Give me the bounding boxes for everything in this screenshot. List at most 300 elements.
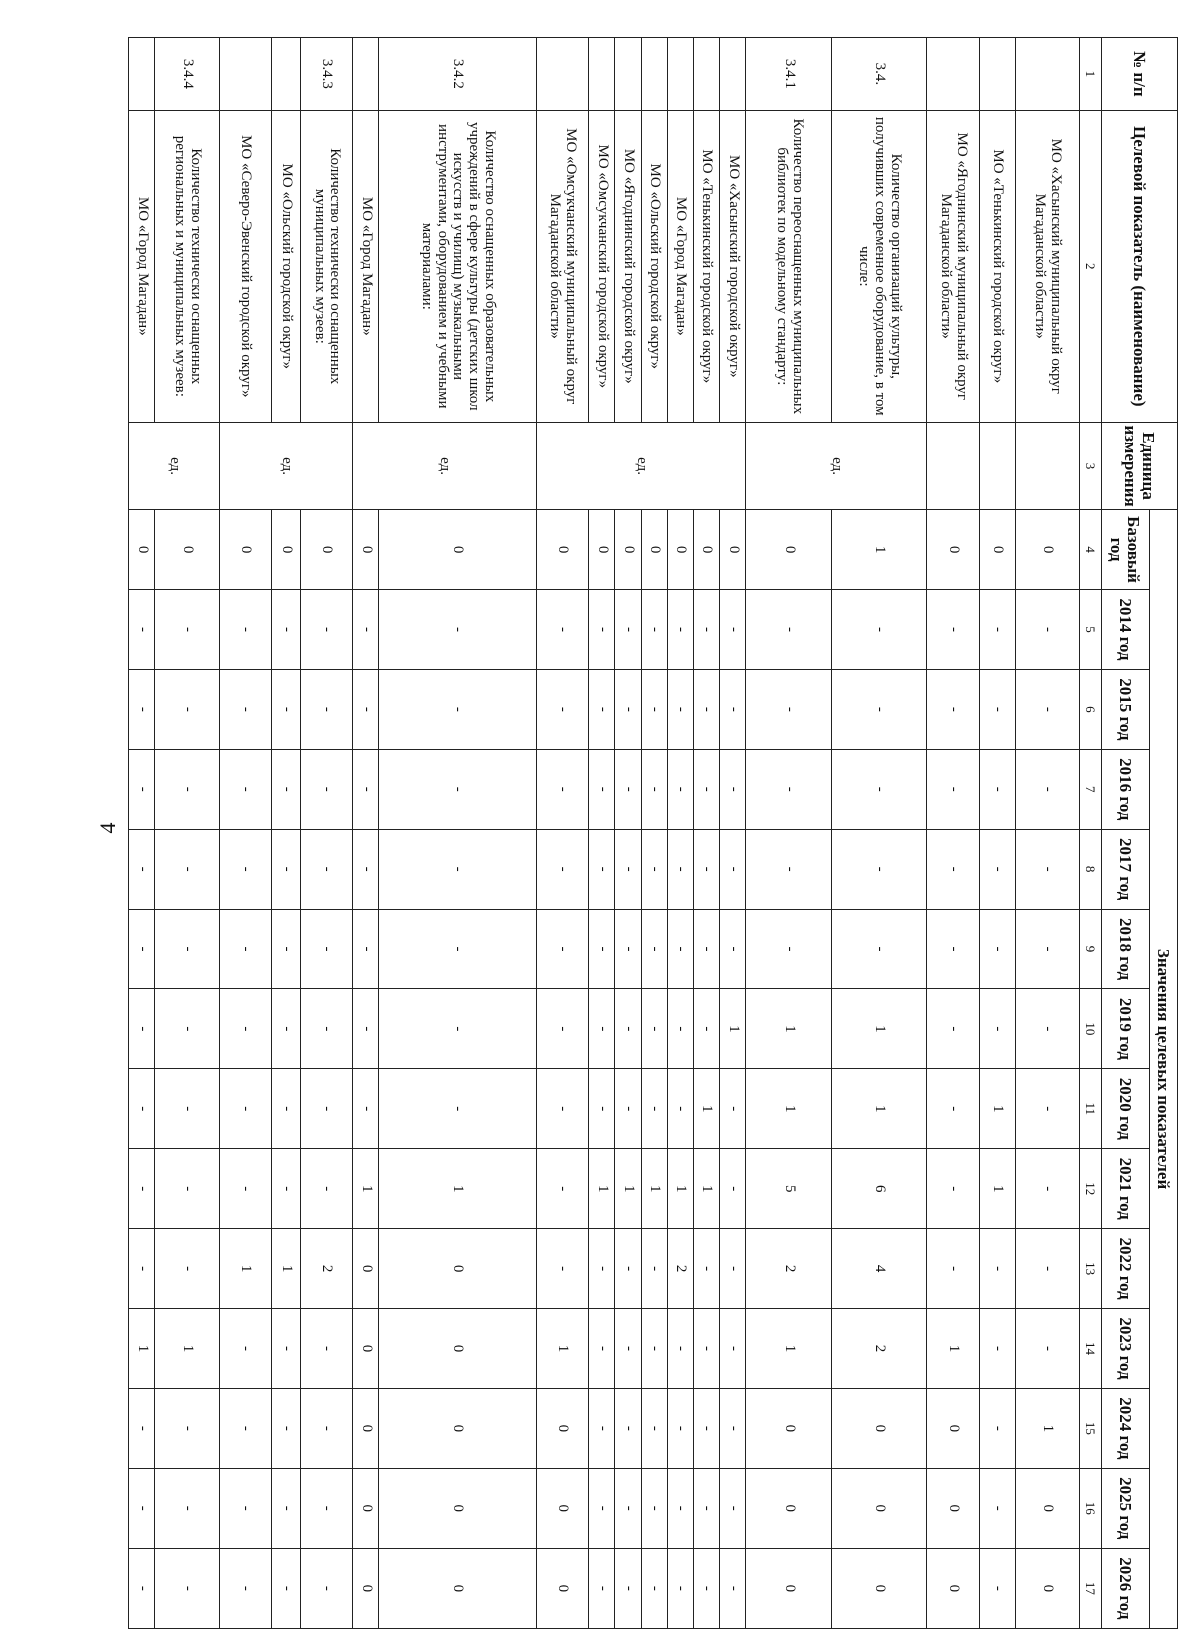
table-row: [927, 38, 979, 1629]
year-value: -: [589, 1309, 615, 1389]
year-value: -: [615, 829, 641, 909]
year-value: -: [272, 909, 301, 989]
year-value: 1: [155, 1309, 219, 1389]
year-value: -: [272, 1468, 301, 1548]
year-value: -: [129, 590, 155, 670]
year-value: -: [155, 1388, 219, 1468]
year-value: -: [536, 749, 588, 829]
year-value: -: [536, 909, 588, 989]
row-number: 3.4.4: [155, 38, 219, 111]
year-value: -: [693, 1229, 719, 1309]
year-value: -: [300, 1149, 352, 1229]
year-value: -: [615, 1069, 641, 1149]
year-value: -: [832, 590, 927, 670]
year-value: -: [1015, 1229, 1079, 1309]
header-name: Целевой показатель (наименование): [1102, 110, 1178, 422]
year-value: -: [589, 590, 615, 670]
header-year: 2026 год: [1102, 1548, 1150, 1628]
year-value: -: [155, 829, 219, 909]
year-value: -: [155, 909, 219, 989]
year-value: -: [641, 1309, 667, 1389]
year-value: -: [155, 749, 219, 829]
row-number: [979, 38, 1015, 111]
year-value: -: [536, 1149, 588, 1229]
year-value: -: [832, 909, 927, 989]
year-value: -: [129, 829, 155, 909]
year-value: -: [353, 909, 379, 989]
year-value: -: [615, 1548, 641, 1628]
year-value: -: [1015, 1149, 1079, 1229]
header-year: 2022 год: [1102, 1229, 1150, 1309]
header-year: 2025 год: [1102, 1468, 1150, 1548]
year-value: -: [615, 669, 641, 749]
table-row: [746, 38, 832, 1629]
header-num: № п/п: [1102, 38, 1178, 111]
year-value: 0: [379, 1548, 536, 1628]
year-value: -: [927, 1149, 979, 1229]
year-value: -: [219, 909, 271, 989]
year-value: -: [300, 590, 352, 670]
year-value: -: [979, 1548, 1015, 1628]
row-number: 3.4.2: [379, 38, 536, 111]
year-value: 0: [746, 1388, 832, 1468]
table-row: [219, 38, 271, 1629]
year-value: -: [272, 1388, 301, 1468]
table-row: [832, 38, 927, 1629]
row-number: [589, 38, 615, 111]
year-value: 1: [720, 989, 746, 1069]
year-value: -: [219, 1069, 271, 1149]
year-value: -: [667, 1468, 693, 1548]
year-value: -: [1015, 590, 1079, 670]
header-year: 2015 год: [1102, 669, 1150, 749]
indicator-name: Количество оснащенных образовательных учреждений в сфере культуры (детских школ искусств и училищ) музыкальными инструментами, оборудованием и учебными материалами:: [379, 110, 536, 422]
year-value: -: [979, 590, 1015, 670]
year-value: -: [693, 749, 719, 829]
header-unit: Единица измерения: [1102, 422, 1178, 509]
year-value: 2: [832, 1309, 927, 1389]
year-value: -: [536, 989, 588, 1069]
indicator-name: МО «Северо-Эвенский городской округ»: [219, 110, 271, 422]
header-year: 2018 год: [1102, 909, 1150, 989]
year-value: -: [272, 590, 301, 670]
column-number: 10: [1080, 989, 1102, 1069]
year-value: -: [615, 1229, 641, 1309]
indicator-name: МО «Ольский городской округ»: [272, 110, 301, 422]
indicator-name: МО «Город Магадан»: [353, 110, 379, 422]
indicator-name: Количество технически оснащенных муниципальных музеев:: [300, 110, 352, 422]
unit-cell: [927, 422, 979, 509]
base-year-value: 0: [129, 510, 155, 590]
row-number: [667, 38, 693, 111]
year-value: -: [219, 829, 271, 909]
table-row: [155, 38, 219, 1629]
year-value: -: [300, 1309, 352, 1389]
year-value: -: [641, 909, 667, 989]
base-year-value: 0: [979, 510, 1015, 590]
year-value: 1: [832, 989, 927, 1069]
year-value: 0: [536, 1468, 588, 1548]
column-number: 11: [1080, 1069, 1102, 1149]
year-value: 1: [693, 1069, 719, 1149]
year-value: -: [155, 1069, 219, 1149]
year-value: -: [300, 1548, 352, 1628]
year-value: 1: [379, 1149, 536, 1229]
base-year-value: 0: [641, 510, 667, 590]
column-number: 6: [1080, 669, 1102, 749]
year-value: -: [693, 1309, 719, 1389]
column-number: 3: [1080, 422, 1102, 509]
year-value: -: [536, 590, 588, 670]
year-value: -: [667, 1548, 693, 1628]
indicator-name: МО «Омсукчанский городской округ»: [589, 110, 615, 422]
year-value: -: [641, 1388, 667, 1468]
table-row: [979, 38, 1015, 1629]
year-value: -: [667, 1069, 693, 1149]
header-year: 2024 год: [1102, 1388, 1150, 1468]
year-value: -: [615, 590, 641, 670]
year-value: -: [219, 749, 271, 829]
year-value: -: [536, 1229, 588, 1309]
year-value: -: [589, 669, 615, 749]
year-value: -: [379, 669, 536, 749]
year-value: -: [219, 1309, 271, 1389]
base-year-value: 0: [155, 510, 219, 590]
year-value: -: [353, 989, 379, 1069]
table-row: [300, 38, 352, 1629]
year-value: -: [979, 829, 1015, 909]
table-row: [641, 38, 667, 1629]
year-value: -: [353, 829, 379, 909]
column-number: 13: [1080, 1229, 1102, 1309]
year-value: 0: [379, 1309, 536, 1389]
row-number: [219, 38, 271, 111]
year-value: -: [1015, 1309, 1079, 1389]
year-value: -: [379, 909, 536, 989]
year-value: 0: [353, 1229, 379, 1309]
year-value: -: [667, 909, 693, 989]
year-value: 0: [927, 1388, 979, 1468]
year-value: 0: [746, 1468, 832, 1548]
year-value: -: [272, 1548, 301, 1628]
base-year-value: 0: [589, 510, 615, 590]
indicator-name: Количество переоснащенных муниципальных библиотек по модельному стандарту:: [746, 110, 832, 422]
year-value: -: [129, 1388, 155, 1468]
year-value: -: [353, 590, 379, 670]
year-value: -: [615, 989, 641, 1069]
unit-cell: ед.: [746, 422, 927, 509]
year-value: -: [927, 1069, 979, 1149]
year-value: -: [272, 1309, 301, 1389]
year-value: -: [641, 669, 667, 749]
year-value: -: [536, 829, 588, 909]
row-number: [353, 38, 379, 111]
year-value: -: [536, 1069, 588, 1149]
base-year-value: 0: [667, 510, 693, 590]
year-value: -: [379, 1069, 536, 1149]
year-value: -: [155, 1229, 219, 1309]
rotated-table-container: [128, 37, 1178, 1629]
table-row: [536, 38, 588, 1629]
year-value: -: [129, 989, 155, 1069]
year-value: -: [129, 1069, 155, 1149]
year-value: -: [693, 1468, 719, 1548]
year-value: -: [155, 669, 219, 749]
year-value: 0: [536, 1548, 588, 1628]
year-value: 1: [832, 1069, 927, 1149]
base-year-value: 0: [693, 510, 719, 590]
column-number: 2: [1080, 110, 1102, 422]
row-number: 3.4.: [832, 38, 927, 111]
year-value: -: [693, 590, 719, 670]
year-value: -: [589, 1069, 615, 1149]
row-number: [129, 38, 155, 111]
header-year: 2023 год: [1102, 1309, 1150, 1389]
year-value: -: [219, 1548, 271, 1628]
year-value: -: [379, 829, 536, 909]
year-value: -: [927, 909, 979, 989]
year-value: -: [379, 989, 536, 1069]
year-value: -: [720, 1548, 746, 1628]
year-value: 1: [927, 1309, 979, 1389]
row-number: [927, 38, 979, 111]
year-value: -: [720, 749, 746, 829]
year-value: 6: [832, 1149, 927, 1229]
year-value: -: [1015, 1069, 1079, 1149]
year-value: -: [641, 749, 667, 829]
year-value: -: [693, 1548, 719, 1628]
year-value: -: [667, 829, 693, 909]
unit-cell: [1015, 422, 1079, 509]
year-value: -: [667, 749, 693, 829]
table-row: [129, 38, 155, 1629]
row-number: [1015, 38, 1079, 111]
row-number: [615, 38, 641, 111]
year-value: -: [641, 829, 667, 909]
year-value: -: [979, 1388, 1015, 1468]
unit-cell: ед.: [129, 422, 220, 509]
year-value: -: [746, 909, 832, 989]
year-value: -: [720, 590, 746, 670]
year-value: -: [693, 669, 719, 749]
year-value: -: [927, 669, 979, 749]
year-value: -: [746, 829, 832, 909]
year-value: -: [979, 669, 1015, 749]
year-value: 1: [353, 1149, 379, 1229]
year-value: -: [832, 669, 927, 749]
row-number: [720, 38, 746, 111]
base-year-value: 1: [832, 510, 927, 590]
year-value: 0: [832, 1468, 927, 1548]
unit-cell: ед.: [536, 422, 746, 509]
year-value: 1: [615, 1149, 641, 1229]
base-year-value: 0: [746, 510, 832, 590]
column-number: 4: [1080, 510, 1102, 590]
year-value: -: [979, 989, 1015, 1069]
year-value: -: [219, 1468, 271, 1548]
year-value: 1: [746, 1069, 832, 1149]
year-value: -: [693, 989, 719, 1069]
header-year: 2017 год: [1102, 829, 1150, 909]
year-value: -: [927, 1229, 979, 1309]
unit-cell: ед.: [219, 422, 352, 509]
year-value: -: [641, 1229, 667, 1309]
base-year-value: 0: [219, 510, 271, 590]
year-value: -: [693, 1388, 719, 1468]
indicator-name: МО «Ягоднинский муниципальный округ Магаданской области»: [927, 110, 979, 422]
column-number: 9: [1080, 909, 1102, 989]
year-value: -: [720, 669, 746, 749]
column-number: 1: [1080, 38, 1102, 111]
year-value: -: [155, 590, 219, 670]
year-value: -: [979, 1468, 1015, 1548]
year-value: -: [615, 1468, 641, 1548]
indicator-name: МО «Хасынский городской округ»: [720, 110, 746, 422]
base-year-value: 0: [353, 510, 379, 590]
base-year-value: 0: [300, 510, 352, 590]
year-value: 0: [379, 1388, 536, 1468]
column-number: 12: [1080, 1149, 1102, 1229]
year-value: 4: [832, 1229, 927, 1309]
year-value: 0: [379, 1468, 536, 1548]
year-value: 0: [353, 1468, 379, 1548]
base-year-value: 0: [615, 510, 641, 590]
year-value: -: [832, 829, 927, 909]
year-value: -: [979, 1309, 1015, 1389]
unit-cell: ед.: [353, 422, 537, 509]
year-value: 1: [536, 1309, 588, 1389]
year-value: -: [589, 829, 615, 909]
year-value: -: [641, 1548, 667, 1628]
year-value: 2: [300, 1229, 352, 1309]
year-value: -: [927, 989, 979, 1069]
year-value: -: [353, 749, 379, 829]
year-value: 5: [746, 1149, 832, 1229]
base-year-value: 0: [536, 510, 588, 590]
year-value: -: [615, 749, 641, 829]
year-value: -: [300, 1388, 352, 1468]
header-year: 2020 год: [1102, 1069, 1150, 1149]
column-number: 14: [1080, 1309, 1102, 1389]
year-value: -: [720, 1388, 746, 1468]
year-value: 2: [667, 1229, 693, 1309]
year-value: -: [219, 1149, 271, 1229]
year-value: -: [219, 590, 271, 670]
year-value: -: [832, 749, 927, 829]
year-value: 1: [693, 1149, 719, 1229]
year-value: -: [979, 909, 1015, 989]
year-value: -: [300, 989, 352, 1069]
year-value: -: [272, 669, 301, 749]
year-value: -: [1015, 829, 1079, 909]
year-value: 1: [667, 1149, 693, 1229]
year-value: -: [129, 749, 155, 829]
year-value: -: [589, 1229, 615, 1309]
page-number: 4: [95, 822, 120, 834]
header-year: 2014 год: [1102, 590, 1150, 670]
year-value: -: [129, 669, 155, 749]
year-value: -: [129, 1548, 155, 1628]
year-value: -: [272, 749, 301, 829]
table-row: [720, 38, 746, 1629]
year-value: -: [720, 1149, 746, 1229]
year-value: -: [693, 829, 719, 909]
year-value: -: [720, 1309, 746, 1389]
header-base-year: Базовый год: [1102, 510, 1150, 590]
year-value: 1: [1015, 1388, 1079, 1468]
year-value: 0: [353, 1309, 379, 1389]
year-value: -: [667, 1309, 693, 1389]
table-row: [589, 38, 615, 1629]
year-value: -: [155, 1548, 219, 1628]
year-value: -: [272, 829, 301, 909]
target-indicators-table: [128, 37, 1178, 1629]
year-value: -: [379, 749, 536, 829]
year-value: -: [300, 749, 352, 829]
year-value: 0: [353, 1548, 379, 1628]
year-value: 0: [536, 1388, 588, 1468]
year-value: -: [300, 669, 352, 749]
year-value: 1: [129, 1309, 155, 1389]
year-value: 0: [353, 1388, 379, 1468]
base-year-value: 0: [720, 510, 746, 590]
header-values-group: Значения целевых показателей: [1150, 510, 1178, 1629]
indicator-name: МО «Город Магадан»: [667, 110, 693, 422]
year-value: -: [615, 1388, 641, 1468]
year-value: 0: [379, 1229, 536, 1309]
indicator-name: МО «Ольский городской округ»: [641, 110, 667, 422]
column-number: 15: [1080, 1388, 1102, 1468]
row-number: [536, 38, 588, 111]
year-value: -: [927, 829, 979, 909]
year-value: -: [589, 1388, 615, 1468]
year-value: -: [379, 590, 536, 670]
column-number: 5: [1080, 590, 1102, 670]
year-value: 1: [219, 1229, 271, 1309]
indicator-name: МО «Тенькинский городской округ»: [979, 110, 1015, 422]
indicator-name: МО «Тенькинский городской округ»: [693, 110, 719, 422]
year-value: -: [1015, 989, 1079, 1069]
base-year-value: 0: [927, 510, 979, 590]
base-year-value: 0: [379, 510, 536, 590]
year-value: -: [589, 989, 615, 1069]
year-value: -: [219, 989, 271, 1069]
year-value: -: [272, 989, 301, 1069]
year-value: -: [129, 1229, 155, 1309]
year-value: 0: [1015, 1548, 1079, 1628]
year-value: -: [589, 909, 615, 989]
year-value: -: [300, 829, 352, 909]
indicator-name: Количество технически оснащенных региональных и муниципальных музеев:: [155, 110, 219, 422]
year-value: -: [667, 669, 693, 749]
table-row: [693, 38, 719, 1629]
row-number: 3.4.3: [300, 38, 352, 111]
column-number: 8: [1080, 829, 1102, 909]
year-value: -: [353, 1069, 379, 1149]
header-year: 2016 год: [1102, 749, 1150, 829]
year-value: 0: [746, 1548, 832, 1628]
year-value: -: [720, 909, 746, 989]
row-number: [272, 38, 301, 111]
year-value: -: [641, 1468, 667, 1548]
year-value: 1: [746, 1309, 832, 1389]
year-value: -: [641, 590, 667, 670]
table-row: [667, 38, 693, 1629]
year-value: -: [641, 1069, 667, 1149]
year-value: -: [667, 590, 693, 670]
base-year-value: 0: [1015, 510, 1079, 590]
unit-cell: [979, 422, 1015, 509]
